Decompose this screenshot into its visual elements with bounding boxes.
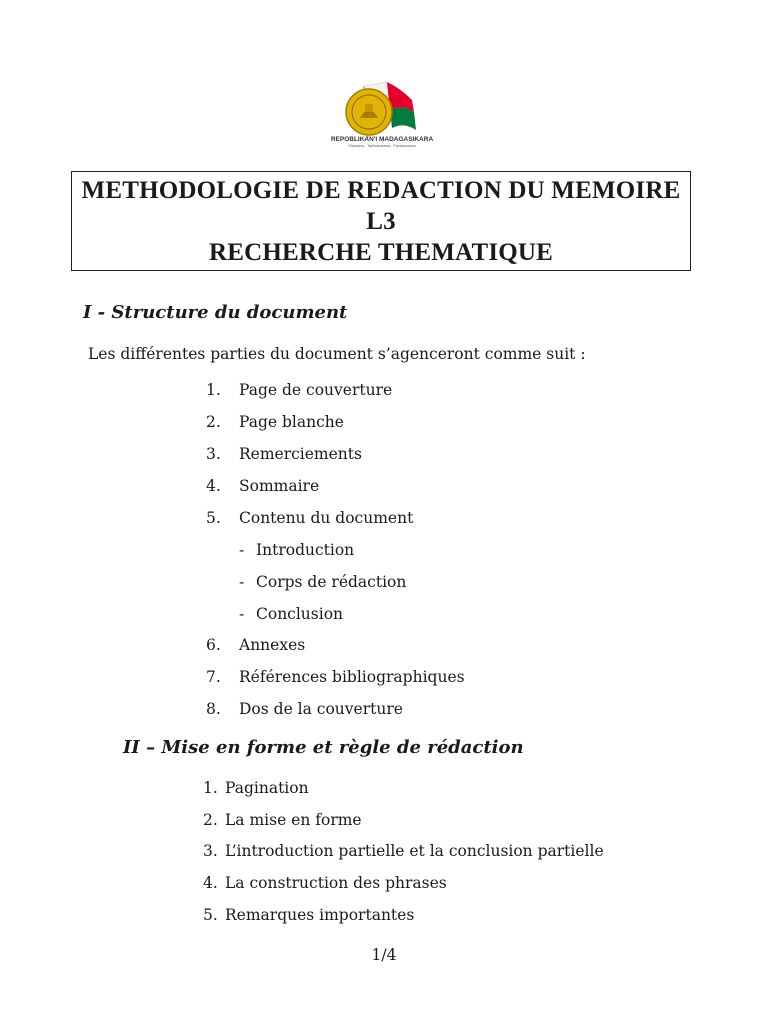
list-item: 5. Remarques importantes (203, 906, 415, 924)
title-line-2: L3 (366, 207, 396, 235)
section-1-heading: I - Structure du document (83, 302, 348, 323)
seal-icon (346, 89, 392, 135)
list-item: 1. Pagination (203, 779, 309, 797)
list-item: 1. Page de couverture (206, 381, 393, 399)
section-1-intro: Les différentes parties du document s’agenceront comme suit : (88, 345, 586, 363)
page-number: 1/4 (371, 946, 397, 964)
title-line-3: RECHERCHE THEMATIQUE (208, 238, 554, 266)
madagascar-emblem-logo (312, 80, 452, 150)
logo-motto-text: Fitiavana - Tanindrazana - Fandrosoana (348, 144, 416, 148)
sub-list-item: - Introduction (239, 541, 355, 559)
list-item: 3. Remerciements (206, 445, 362, 463)
list-item: 3. L’introduction partielle et la conclusion partielle (203, 842, 604, 860)
list-item: 4. Sommaire (206, 477, 320, 495)
list-item: 6. Annexes (206, 636, 306, 654)
list-item: 8. Dos de la couverture (206, 700, 403, 718)
list-item: 2. La mise en forme (203, 811, 362, 829)
section-2-heading: II – Mise en forme et règle de rédaction (123, 737, 524, 758)
title-line-1: METHODOLOGIE DE REDACTION DU MEMOIRE (81, 176, 681, 204)
list-item: 4. La construction des phrases (203, 874, 447, 892)
sub-list-item: - Conclusion (239, 605, 344, 623)
logo-country-text: REPOBLIKAN'I MADAGASIKARA (330, 136, 434, 143)
sub-list-item: - Corps de rédaction (239, 573, 407, 591)
list-item: 7. Références bibliographiques (206, 668, 465, 686)
list-item: 5. Contenu du document (206, 509, 414, 527)
list-item: 2. Page blanche (206, 413, 344, 431)
document-title-box (71, 171, 691, 271)
